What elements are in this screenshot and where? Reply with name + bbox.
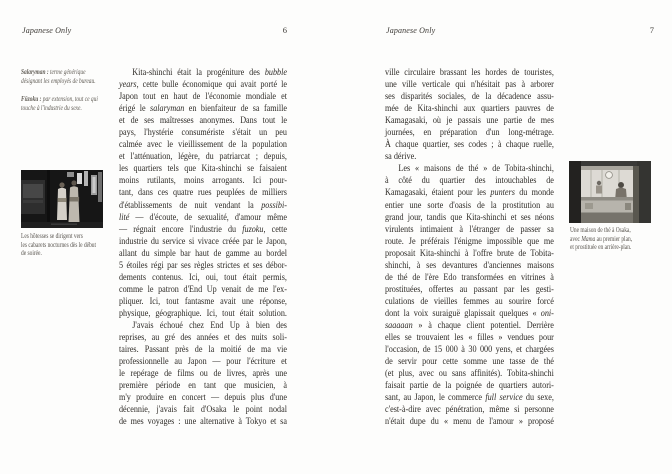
body-text-line: l'occasion, de 15 000 à 30 000 yens, et chargées [385, 344, 554, 355]
caption-line: Une maison de thé à Osaka, [570, 227, 631, 234]
photo-caption [21, 233, 125, 259]
body-text-line: prostituées, offertes au passant par les gesti- [385, 283, 554, 294]
body-text-line: les quartiers tels que Kita-shinchi se faisaient [119, 163, 287, 174]
body-text-line: years, cette bulle économique qui avait porté le [119, 79, 287, 90]
body-text-line: Japon tout en haut de l'économie mondiale et [119, 91, 287, 102]
body-text-line: mée de Kita-shinchi aux quartiers pauvres de [385, 103, 554, 114]
body-text-line: À chaque quartier, ses codes ; à chaque ruelle, [385, 139, 554, 150]
body-text-line: sant, au Japon, le commerce full service du sexe, [385, 392, 554, 403]
body-text-line: n'était dupe du « menu de l'amour » proposé [385, 416, 554, 427]
caption-line: et prostituée en arrière-plan. [570, 244, 632, 252]
body-text-line: pliquer. Ici, tout fantasme avait une réponse, [119, 295, 287, 306]
body-text-line: route. Je préférais l'énigme impossible que me [385, 235, 554, 246]
body-text-line: moins rutilants, moins arrogants. Ici pour- [119, 175, 287, 186]
body-text-line: shinchi, à ses devantures d'anciennes maisons [385, 259, 554, 270]
body-text-line: Kita-shinchi était la progéniture des bubble [132, 67, 287, 77]
body-text-line: de thé de l'ère Edo transformées en vitrines à [385, 271, 554, 282]
margin-note-line: désignant les employés de bureau. [21, 77, 96, 85]
body-text-line: d'établissements de nuit vendant la possibi- [119, 199, 287, 210]
body-text-line: Les « maisons de thé » de Tobita-shinchi, [398, 163, 554, 174]
body-text-line: Kamagasaki, où je passais une partie de mes [385, 115, 554, 126]
body-text-column [385, 66, 554, 427]
body-text-line: décennie, j'avais fait d'Osaka le point nodal [119, 404, 287, 415]
body-text-line: de servir pour cette somme une tasse de thé [385, 356, 554, 367]
body-text-line: virulents intimaient à l'étranger de passer sa [385, 223, 554, 234]
body-text-line: Kamagasaki, étaient pour les punters du monde [385, 187, 554, 198]
body-text-line: allant du simple bar haut de gamme au bordel [119, 247, 287, 258]
body-text-line: pays, l'hystérie consumériste s'était un peu [119, 127, 287, 138]
page-number: 6 [282, 25, 287, 35]
body-text-line: de mes voyages : une alternative à Tokyo et sa [119, 416, 287, 427]
body-text-line: érigé le salaryman en bienfaiteur de sa famille [119, 103, 287, 114]
body-text-line: reprises, au gré des années et des nuits soli- [119, 332, 287, 343]
body-text-line: lité — d'écoute, de sexualité, d'amour même [119, 211, 287, 222]
body-text-line: grand jour, tandis que Kita-shinchi et ses néons [385, 211, 554, 222]
margin-note-line: Fūzoku : par extension, tout ce qui [21, 96, 98, 103]
body-text-line: physique, géographique. Ici, tout était solution. [119, 307, 287, 318]
body-text-line: elles se trouvaient les « filles » vendues pour [385, 332, 554, 343]
body-text-line: (et plus, avec ou sans affinités). Tobita-shinchi [385, 368, 554, 379]
street-photo-image [21, 170, 103, 228]
body-text-line: professionnelle au Japon — pour l'écriture et [119, 356, 287, 367]
body-text-line: J'avais échoué chez End Up à bien des [132, 319, 287, 330]
body-text-line: première période en tant que musicien, à [119, 380, 287, 391]
body-text-line: proposait Kita-shinchi à l'offre brute de Tobita- [385, 247, 554, 258]
photo-caption [570, 227, 672, 253]
margin-notes [21, 69, 125, 123]
body-text-line: tant, dans ces quatre rues peuplées de milliers [119, 187, 287, 198]
body-text-line: faisait partie de la poignée de quartiers autori- [385, 380, 554, 391]
caption-line: les cabarets nocturnes dès le début [21, 241, 97, 249]
running-head: Japanese Only [386, 26, 436, 35]
body-text-line: — régnait encore l'industrie du fuzoku, cette [119, 223, 287, 234]
body-text-line: et de ses maîtresses anonymes. Dans tout le [119, 115, 287, 126]
body-text-line: ville circulaire brassant les hordes de touristes, [385, 67, 554, 77]
caption-line: avec Mama au premier plan, [570, 235, 633, 243]
body-text-line: industrie du service si vivace créée par le Japon, [119, 235, 287, 246]
body-text-line: taires. Passant près de la moitié de ma vie [119, 344, 287, 355]
body-text-line: culations de vieilles femmes au sourire forcé [385, 295, 554, 306]
body-text-line: c'est-à-dire avec pénétration, même si personne [385, 404, 554, 415]
caption-line: de soirée. [21, 250, 42, 258]
photo-tea-house-interior [569, 161, 651, 223]
margin-note-line: Salaryman : terme générique [21, 69, 86, 76]
body-text-line: journées, en préparation d'un long-métrage. [385, 127, 554, 138]
margin-note-line: touche à l'industrie du sexe. [21, 104, 82, 112]
margin-note [21, 96, 125, 113]
body-text-line: comme le patron d'End Up venait de me l'ex- [119, 283, 287, 294]
body-text-line: sa dérive. [385, 151, 417, 162]
body-text-line: le repérage de films ou de livres, après une [119, 368, 287, 379]
body-text-column [119, 66, 287, 427]
body-text-line: m'y produire en concert — depuis plus d'une [119, 392, 287, 403]
photo-hostesses-night-street [21, 170, 103, 228]
tea-house-photo-image [569, 161, 651, 223]
page-right [336, 0, 672, 474]
body-text-line: entier une sorte d'oasis de la prostitution au [385, 199, 554, 210]
caption-line: Les hôtesses se dirigent vers [21, 233, 83, 240]
body-text-line: ses disparités sociales, de la décadence assu- [385, 91, 554, 102]
page-number: 7 [649, 25, 654, 35]
body-text-line: et l'atténuation, légère, du patriarcat ; depuis, [119, 151, 287, 162]
body-text-line: 5 étoiles régi par ses règles strictes et ses débor- [119, 259, 287, 270]
margin-note [21, 69, 125, 86]
body-text-line: dements contenus. Ici, oui, tout était permis, [119, 271, 287, 282]
body-text-line: calmée avec le vieillissement de la population [119, 139, 287, 150]
body-text-line: dont la voix suraiguë glapissait quelques « oni- [385, 307, 554, 318]
body-text-line: une ville verticale qui n'hésitait pas à arborer [385, 79, 554, 90]
body-text-line: saaaaan » à chaque client potentiel. Derrière [385, 319, 554, 330]
body-text-line: à côté du quartier des intouchables de [385, 175, 554, 186]
running-head: Japanese Only [22, 26, 72, 35]
